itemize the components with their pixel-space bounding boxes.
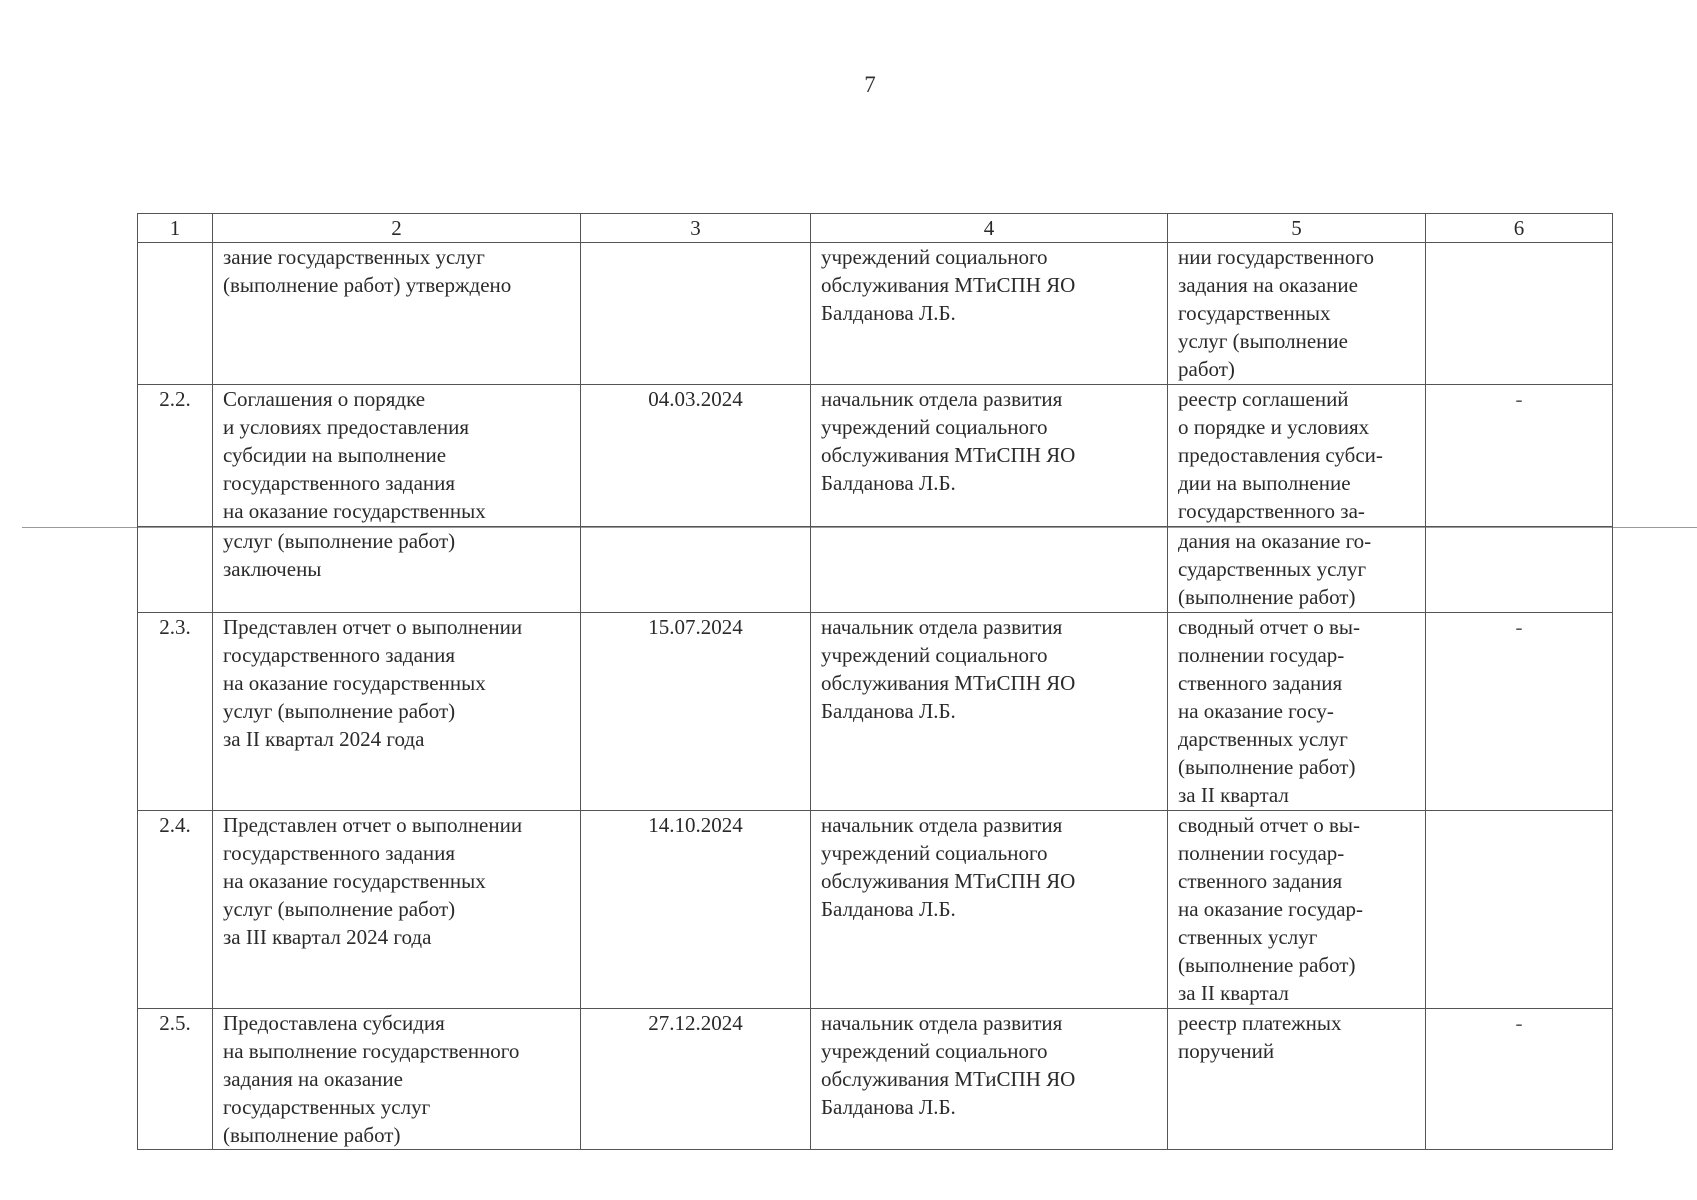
table-row — [138, 613, 1613, 811]
header-col-4: 4 — [811, 214, 1168, 243]
note-cell — [1426, 527, 1613, 613]
event-cell: услуг (выполнение работ) заключены — [213, 527, 581, 613]
table-row — [138, 527, 1613, 613]
note-cell — [1426, 243, 1613, 385]
header-row — [138, 214, 1613, 243]
row-number — [138, 527, 213, 613]
document-cell: сводный отчет о вы- полнении государ- ственного задания на оказание государ- ственных услуг (выполнение работ) за II квартал — [1168, 811, 1426, 1009]
table-row — [138, 385, 1613, 527]
event-cell: Соглашения о порядке и условиях предоставления субсидии на выполнение государственного задания на оказание государственных — [213, 385, 581, 527]
responsible-cell: начальник отдела развития учреждений социального обслуживания МТиСПН ЯО Балданова Л.Б. — [811, 385, 1168, 527]
header-col-3: 3 — [581, 214, 811, 243]
table-row — [138, 811, 1613, 1009]
page-number: 7 — [864, 72, 876, 97]
note-cell: - — [1426, 1009, 1613, 1150]
date-cell: 15.07.2024 — [581, 613, 811, 811]
responsible-cell: начальник отдела развития учреждений социального обслуживания МТиСПН ЯО Балданова Л.Б. — [811, 811, 1168, 1009]
document-cell: реестр платежных поручений — [1168, 1009, 1426, 1150]
row-number: 2.4. — [138, 811, 213, 1009]
event-cell: Представлен отчет о выполнении государственного задания на оказание государственных услуг (выполнение работ) за II квартал 2024 года — [213, 613, 581, 811]
responsible-cell: начальник отдела развития учреждений социального обслуживания МТиСПН ЯО Балданова Л.Б. — [811, 1009, 1168, 1150]
table-row — [138, 243, 1613, 385]
row-number: 2.3. — [138, 613, 213, 811]
row-number: 2.5. — [138, 1009, 213, 1150]
responsible-cell — [811, 527, 1168, 613]
header-col-6: 6 — [1426, 214, 1613, 243]
responsible-cell: начальник отдела развития учреждений социального обслуживания МТиСПН ЯО Балданова Л.Б. — [811, 613, 1168, 811]
row-number: 2.2. — [138, 385, 213, 527]
event-cell: Предоставлена субсидия на выполнение государственного задания на оказание государственных услуг (выполнение работ) — [213, 1009, 581, 1150]
header-col-5: 5 — [1168, 214, 1426, 243]
event-cell: зание государственных услуг (выполнение работ) утверждено — [213, 243, 581, 385]
date-cell: 04.03.2024 — [581, 385, 811, 527]
header-col-2: 2 — [213, 214, 581, 243]
header-col-1: 1 — [138, 214, 213, 243]
date-cell: 14.10.2024 — [581, 811, 811, 1009]
document-cell: нии государственного задания на оказание государственных услуг (выполнение работ) — [1168, 243, 1426, 385]
note-cell — [1426, 811, 1613, 1009]
document-cell: сводный отчет о вы- полнении государ- ственного задания на оказание госу- дарственных услуг (выполнение работ) за II квартал — [1168, 613, 1426, 811]
date-cell — [581, 243, 811, 385]
table-row — [138, 1009, 1613, 1150]
plan-table — [137, 213, 1613, 1150]
note-cell: - — [1426, 385, 1613, 527]
responsible-cell: учреждений социального обслуживания МТиСПН ЯО Балданова Л.Б. — [811, 243, 1168, 385]
note-cell: - — [1426, 613, 1613, 811]
event-cell: Представлен отчет о выполнении государственного задания на оказание государственных услуг (выполнение работ) за III квартал 2024 года — [213, 811, 581, 1009]
row-number — [138, 243, 213, 385]
document-cell: дания на оказание го- сударственных услуг (выполнение работ) — [1168, 527, 1426, 613]
date-cell — [581, 527, 811, 613]
document-cell: реестр соглашений о порядке и условиях предоставления субси- дии на выполнение государственного за- — [1168, 385, 1426, 527]
date-cell: 27.12.2024 — [581, 1009, 811, 1150]
